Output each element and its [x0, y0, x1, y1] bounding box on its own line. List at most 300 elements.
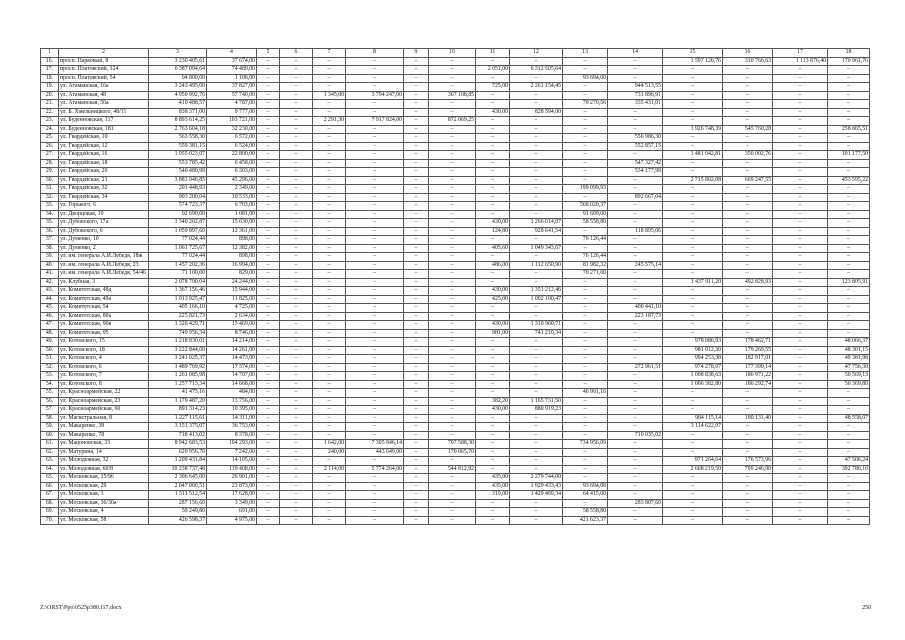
col-9-cell: – [404, 440, 429, 449]
col-4-cell: 74 489,00 [207, 66, 257, 75]
col-8-cell: – [346, 508, 404, 517]
col-7-cell: – [313, 270, 346, 279]
col-16-cell: 182 917,01 [723, 355, 773, 364]
col-16-cell: – [723, 185, 773, 194]
col-14-cell: – [608, 329, 663, 338]
col-7-cell: – [313, 134, 346, 143]
address-cell: ул. Московская, 36/30а [59, 499, 149, 508]
col-14-cell: 892 667,04 [608, 193, 663, 202]
col-12-cell: – [510, 236, 563, 245]
col-4-cell: 37 827,00 [207, 83, 257, 92]
col-16-cell: – [723, 74, 773, 83]
col-11-cell: – [476, 253, 510, 262]
col-5-cell: – [257, 448, 280, 457]
col-8-cell: – [346, 482, 404, 491]
col-15-cell: – [663, 193, 723, 202]
col-12-cell: – [510, 125, 563, 134]
column-number: 18 [828, 49, 870, 58]
col-5-cell: – [257, 185, 280, 194]
col-13-cell: – [563, 338, 608, 347]
col-5-cell: – [257, 253, 280, 262]
total-cell: 59 249,80 [149, 508, 207, 517]
col-9-cell: – [404, 304, 429, 313]
col-14-cell: – [608, 185, 663, 194]
col-10-cell: 367 108,85 [429, 91, 476, 100]
row-number-cell: 30. [41, 176, 59, 185]
col-17-cell: – [773, 355, 828, 364]
total-cell: 1 326 429,71 [149, 321, 207, 330]
col-8-cell: – [346, 431, 404, 440]
col-4-cell: 6 524,00 [207, 142, 257, 151]
col-14-cell: – [608, 508, 663, 517]
column-number: 2 [59, 49, 149, 58]
col-13-cell: – [563, 372, 608, 381]
col-10-cell: – [429, 312, 476, 321]
col-7-cell: – [313, 278, 346, 287]
row-number-cell: 54. [41, 380, 59, 389]
row-number-cell: 16. [41, 57, 59, 66]
col-16-cell: – [723, 261, 773, 270]
col-13-cell: 199 099,93 [563, 185, 608, 194]
col-11-cell: – [476, 125, 510, 134]
col-17-cell: – [773, 440, 828, 449]
col-4-cell: 4 975,00 [207, 516, 257, 525]
col-8-cell: 7 305 846,14 [346, 440, 404, 449]
col-14-cell: – [608, 355, 663, 364]
col-15-cell: – [663, 270, 723, 279]
col-9-cell: – [404, 338, 429, 347]
col-15-cell: 1 437 911,20 [663, 278, 723, 287]
col-13-cell: – [563, 474, 608, 483]
col-13-cell: 91 609,00 [563, 210, 608, 219]
col-7-cell: – [313, 338, 346, 347]
table-row [41, 151, 870, 160]
col-8-cell: – [346, 193, 404, 202]
table-row [41, 219, 870, 228]
address-cell: ул. Магистральная, 8 [59, 414, 149, 423]
table-row [41, 465, 870, 474]
address-cell: ул. Котовского, 8 [59, 380, 149, 389]
col-16-cell: 492 828,93 [723, 278, 773, 287]
col-10-cell: – [429, 185, 476, 194]
total-cell: 287 156,60 [149, 499, 207, 508]
col-14-cell: 944 513,55 [608, 83, 663, 92]
col-14-cell: 556 986,30 [608, 134, 663, 143]
col-13-cell: 58 558,80 [563, 219, 608, 228]
col-10-cell: – [429, 278, 476, 287]
total-cell: 410 488,57 [149, 100, 207, 109]
row-number-cell: 51. [41, 355, 59, 364]
column-number: 5 [257, 49, 280, 58]
col-15-cell: – [663, 482, 723, 491]
col-6-cell: – [280, 397, 313, 406]
total-cell: 1 457 202,36 [149, 261, 207, 270]
col-18-cell: – [828, 253, 870, 262]
col-4-cell: 6 572,00 [207, 134, 257, 143]
col-11-cell: – [476, 100, 510, 109]
col-11-cell: – [476, 346, 510, 355]
col-17-cell: – [773, 304, 828, 313]
col-8-cell: – [346, 380, 404, 389]
col-6-cell: – [280, 431, 313, 440]
total-cell: 749 956,34 [149, 329, 207, 338]
total-cell: 225 821,73 [149, 312, 207, 321]
col-15-cell: – [663, 117, 723, 126]
address-cell: ул. Думенко, 10 [59, 236, 149, 245]
col-12-cell: 1 310 960,71 [510, 321, 563, 330]
col-5-cell: – [257, 431, 280, 440]
address-cell: ул. Московская, 29 [59, 482, 149, 491]
total-cell: 426 598,37 [149, 516, 207, 525]
col-10-cell: – [429, 193, 476, 202]
column-number: 12 [510, 49, 563, 58]
col-18-cell: 48 066,37 [828, 338, 870, 347]
col-15-cell: – [663, 440, 723, 449]
col-7-cell: – [313, 329, 346, 338]
row-number-cell: 44. [41, 295, 59, 304]
col-16-cell: 545 760,28 [723, 125, 773, 134]
col-15-cell: 981 012,30 [663, 346, 723, 355]
col-12-cell: – [510, 193, 563, 202]
col-12-cell: – [510, 142, 563, 151]
column-number: 11 [476, 49, 510, 58]
col-14-cell: 552 857,15 [608, 142, 663, 151]
col-15-cell: – [663, 397, 723, 406]
col-4-cell: 14 261,00 [207, 346, 257, 355]
col-16-cell: 176 573,96 [723, 457, 773, 466]
col-16-cell: – [723, 482, 773, 491]
col-10-cell: – [429, 295, 476, 304]
col-13-cell: 70 271,00 [563, 270, 608, 279]
col-10-cell: – [429, 108, 476, 117]
col-10-cell: 872 069,25 [429, 117, 476, 126]
col-17-cell: – [773, 83, 828, 92]
address-cell: ул. Котовского, 6 [59, 363, 149, 372]
page-number: 250 [862, 605, 871, 611]
address-cell: ул. Котовского, 7 [59, 372, 149, 381]
column-number: 10 [429, 49, 476, 58]
col-5-cell: – [257, 482, 280, 491]
col-17-cell: – [773, 91, 828, 100]
col-5-cell: – [257, 74, 280, 83]
col-16-cell: – [723, 431, 773, 440]
address-cell: ул. Московская, 4 [59, 508, 149, 517]
col-16-cell: – [723, 295, 773, 304]
col-14-cell: 283 807,60 [608, 499, 663, 508]
row-number-cell: 38. [41, 244, 59, 253]
col-11-cell: – [476, 193, 510, 202]
col-14-cell: 710 035,02 [608, 431, 663, 440]
col-7-cell: – [313, 414, 346, 423]
col-14-cell: – [608, 202, 663, 211]
row-number-cell: 17. [41, 66, 59, 75]
col-16-cell: – [723, 142, 773, 151]
table-row [41, 168, 870, 177]
col-6-cell: – [280, 278, 313, 287]
col-17-cell: – [773, 363, 828, 372]
row-number-cell: 57. [41, 406, 59, 415]
col-13-cell: – [563, 193, 608, 202]
col-5-cell: – [257, 168, 280, 177]
col-14-cell: – [608, 440, 663, 449]
col-7-cell: – [313, 193, 346, 202]
col-15-cell: 974 278,97 [663, 363, 723, 372]
col-14-cell: – [608, 474, 663, 483]
total-cell: 1 218 830,01 [149, 338, 207, 347]
col-9-cell: – [404, 244, 429, 253]
col-10-cell: – [429, 406, 476, 415]
col-10-cell: – [429, 389, 476, 398]
col-5-cell: – [257, 329, 280, 338]
col-7-cell: – [313, 363, 346, 372]
col-6-cell: – [280, 312, 313, 321]
total-cell: 1 227 115,61 [149, 414, 207, 423]
col-11-cell: – [476, 142, 510, 151]
address-cell: ул. Красноармейская, 22 [59, 389, 149, 398]
col-11-cell: – [476, 202, 510, 211]
col-7-cell: – [313, 372, 346, 381]
col-5-cell: – [257, 397, 280, 406]
col-5-cell: – [257, 372, 280, 381]
col-10-cell: – [429, 168, 476, 177]
col-14-cell: – [608, 176, 663, 185]
col-13-cell: 421 623,37 [563, 516, 608, 525]
col-6-cell: – [280, 185, 313, 194]
col-12-cell: – [510, 499, 563, 508]
col-14-cell: – [608, 117, 663, 126]
col-16-cell: – [723, 304, 773, 313]
col-11-cell: – [476, 304, 510, 313]
table-row [41, 66, 870, 75]
col-13-cell: 734 956,09 [563, 440, 608, 449]
col-8-cell: – [346, 278, 404, 287]
col-16-cell: – [723, 329, 773, 338]
col-4-cell: 12 361,00 [207, 227, 257, 236]
col-5-cell: – [257, 312, 280, 321]
col-15-cell: – [663, 202, 723, 211]
col-11-cell: 725,00 [476, 83, 510, 92]
col-12-cell: – [510, 159, 563, 168]
address-cell: ул. Атаманская, 50а [59, 100, 149, 109]
col-6-cell: – [280, 414, 313, 423]
table-row [41, 372, 870, 381]
col-15-cell: – [663, 406, 723, 415]
col-15-cell: 1 597 126,76 [663, 57, 723, 66]
col-8-cell: – [346, 346, 404, 355]
col-11-cell: – [476, 159, 510, 168]
address-cell: ул. Горького, 6 [59, 202, 149, 211]
col-17-cell: – [773, 397, 828, 406]
col-18-cell: – [828, 219, 870, 228]
col-13-cell: 40 991,16 [563, 389, 608, 398]
col-15-cell: – [663, 219, 723, 228]
col-13-cell: – [563, 227, 608, 236]
col-12-cell: 1 112 650,90 [510, 261, 563, 270]
col-6-cell: – [280, 389, 313, 398]
col-10-cell: – [429, 202, 476, 211]
col-12-cell: – [510, 210, 563, 219]
col-9-cell: – [404, 321, 429, 330]
col-11-cell: 430,00 [476, 108, 510, 117]
col-5-cell: – [257, 193, 280, 202]
col-8-cell: – [346, 244, 404, 253]
table-row [41, 423, 870, 432]
col-10-cell: – [429, 491, 476, 500]
col-9-cell: – [404, 329, 429, 338]
col-18-cell: 48 558,07 [828, 414, 870, 423]
col-12-cell: – [510, 380, 563, 389]
table-row [41, 278, 870, 287]
table-row [41, 270, 870, 279]
address-cell: ул. Котовского, 18 [59, 346, 149, 355]
col-6-cell: – [280, 363, 313, 372]
col-6-cell: – [280, 295, 313, 304]
col-18-cell: 50 369,80 [828, 380, 870, 389]
col-14-cell: – [608, 270, 663, 279]
total-cell: 405 166,10 [149, 304, 207, 313]
total-cell: 540 480,99 [149, 168, 207, 177]
col-18-cell: – [828, 168, 870, 177]
address-cell: ул. Красноармейская, 23 [59, 397, 149, 406]
address-cell: ул. Гвардейская, 12 [59, 142, 149, 151]
col-8-cell: – [346, 261, 404, 270]
address-cell: ул. Комитетская, 54 [59, 304, 149, 313]
col-13-cell: – [563, 244, 608, 253]
col-5-cell: – [257, 363, 280, 372]
col-12-cell: – [510, 431, 563, 440]
col-11-cell: – [476, 414, 510, 423]
col-12-cell: 1 929 433,43 [510, 482, 563, 491]
total-cell: 6 387 094,64 [149, 66, 207, 75]
col-14-cell: 335 431,01 [608, 100, 663, 109]
col-14-cell: – [608, 414, 663, 423]
col-7-cell: 2 114,00 [313, 465, 346, 474]
col-4-cell: 11 825,00 [207, 295, 257, 304]
table-header-row [41, 49, 870, 58]
table-row [41, 142, 870, 151]
col-12-cell: – [510, 304, 563, 313]
col-14-cell: – [608, 338, 663, 347]
col-8-cell: – [346, 270, 404, 279]
col-6-cell: – [280, 159, 313, 168]
col-15-cell: – [663, 448, 723, 457]
col-10-cell: – [429, 176, 476, 185]
col-10-cell: – [429, 304, 476, 313]
col-15-cell: – [663, 91, 723, 100]
col-10-cell: – [429, 380, 476, 389]
col-6-cell: – [280, 244, 313, 253]
address-cell: ул. Комитетская, 49а [59, 295, 149, 304]
row-number-cell: 61. [41, 440, 59, 449]
col-10-cell: – [429, 210, 476, 219]
address-cell: ул. Молодежная, 60/8 [59, 465, 149, 474]
col-8-cell: – [346, 100, 404, 109]
row-number-cell: 49. [41, 338, 59, 347]
row-number-cell: 18. [41, 74, 59, 83]
col-17-cell: – [773, 321, 828, 330]
col-5-cell: – [257, 270, 280, 279]
address-cell: ул. Котовского, 15 [59, 338, 149, 347]
row-number-cell: 31. [41, 185, 59, 194]
col-11-cell: – [476, 423, 510, 432]
col-4-cell: 17 374,00 [207, 363, 257, 372]
col-9-cell: – [404, 448, 429, 457]
col-18-cell: – [828, 321, 870, 330]
col-13-cell: – [563, 176, 608, 185]
col-18-cell: – [828, 431, 870, 440]
col-11-cell: 319,00 [476, 491, 510, 500]
address-cell: ул. Красноармейская, 60 [59, 406, 149, 415]
col-9-cell: – [404, 406, 429, 415]
row-number-cell: 62. [41, 448, 59, 457]
table-row [41, 295, 870, 304]
col-10-cell: – [429, 270, 476, 279]
col-4-cell: 898,00 [207, 236, 257, 245]
address-cell: ул. Молодежная, 32 [59, 457, 149, 466]
col-14-cell: 272 961,51 [608, 363, 663, 372]
col-5-cell: – [257, 440, 280, 449]
row-number-cell: 60. [41, 431, 59, 440]
col-14-cell: – [608, 406, 663, 415]
col-5-cell: – [257, 346, 280, 355]
col-10-cell: – [429, 372, 476, 381]
total-cell: 4 950 992,76 [149, 91, 207, 100]
col-18-cell: – [828, 295, 870, 304]
col-17-cell: – [773, 270, 828, 279]
col-5-cell: – [257, 57, 280, 66]
col-4-cell: 37 674,00 [207, 57, 257, 66]
col-12-cell: 828 594,00 [510, 108, 563, 117]
col-13-cell: 93 694,00 [563, 74, 608, 83]
col-5-cell: – [257, 355, 280, 364]
col-9-cell: – [404, 108, 429, 117]
col-6-cell: – [280, 516, 313, 525]
col-11-cell: – [476, 508, 510, 517]
column-number: 17 [773, 49, 828, 58]
row-number-cell: 23. [41, 117, 59, 126]
col-9-cell: – [404, 482, 429, 491]
col-4-cell: 829,00 [207, 270, 257, 279]
col-9-cell: – [404, 202, 429, 211]
col-6-cell: – [280, 142, 313, 151]
col-8-cell: 7 917 824,00 [346, 117, 404, 126]
total-cell: 903 200,04 [149, 193, 207, 202]
col-11-cell: 2 051,00 [476, 66, 510, 75]
col-13-cell: – [563, 380, 608, 389]
col-17-cell: – [773, 176, 828, 185]
col-15-cell: – [663, 295, 723, 304]
col-12-cell: – [510, 134, 563, 143]
address-cell: ул. им. генерала А.И.Лебедя, 23 [59, 261, 149, 270]
col-11-cell: – [476, 440, 510, 449]
col-13-cell: – [563, 499, 608, 508]
col-6-cell: – [280, 100, 313, 109]
col-9-cell: – [404, 312, 429, 321]
total-cell: 553 785,42 [149, 159, 207, 168]
col-11-cell: – [476, 151, 510, 160]
col-14-cell: – [608, 321, 663, 330]
table-row [41, 406, 870, 415]
col-15-cell: – [663, 431, 723, 440]
footer-file-path: Z:\ORST\Ppo\0525p380.f17.docx [40, 605, 122, 611]
col-5-cell: – [257, 117, 280, 126]
col-12-cell: – [510, 202, 563, 211]
col-12-cell: 1 165 731,50 [510, 397, 563, 406]
col-16-cell: – [723, 516, 773, 525]
row-number-cell: 34. [41, 210, 59, 219]
col-9-cell: – [404, 508, 429, 517]
column-number: 16 [723, 49, 773, 58]
